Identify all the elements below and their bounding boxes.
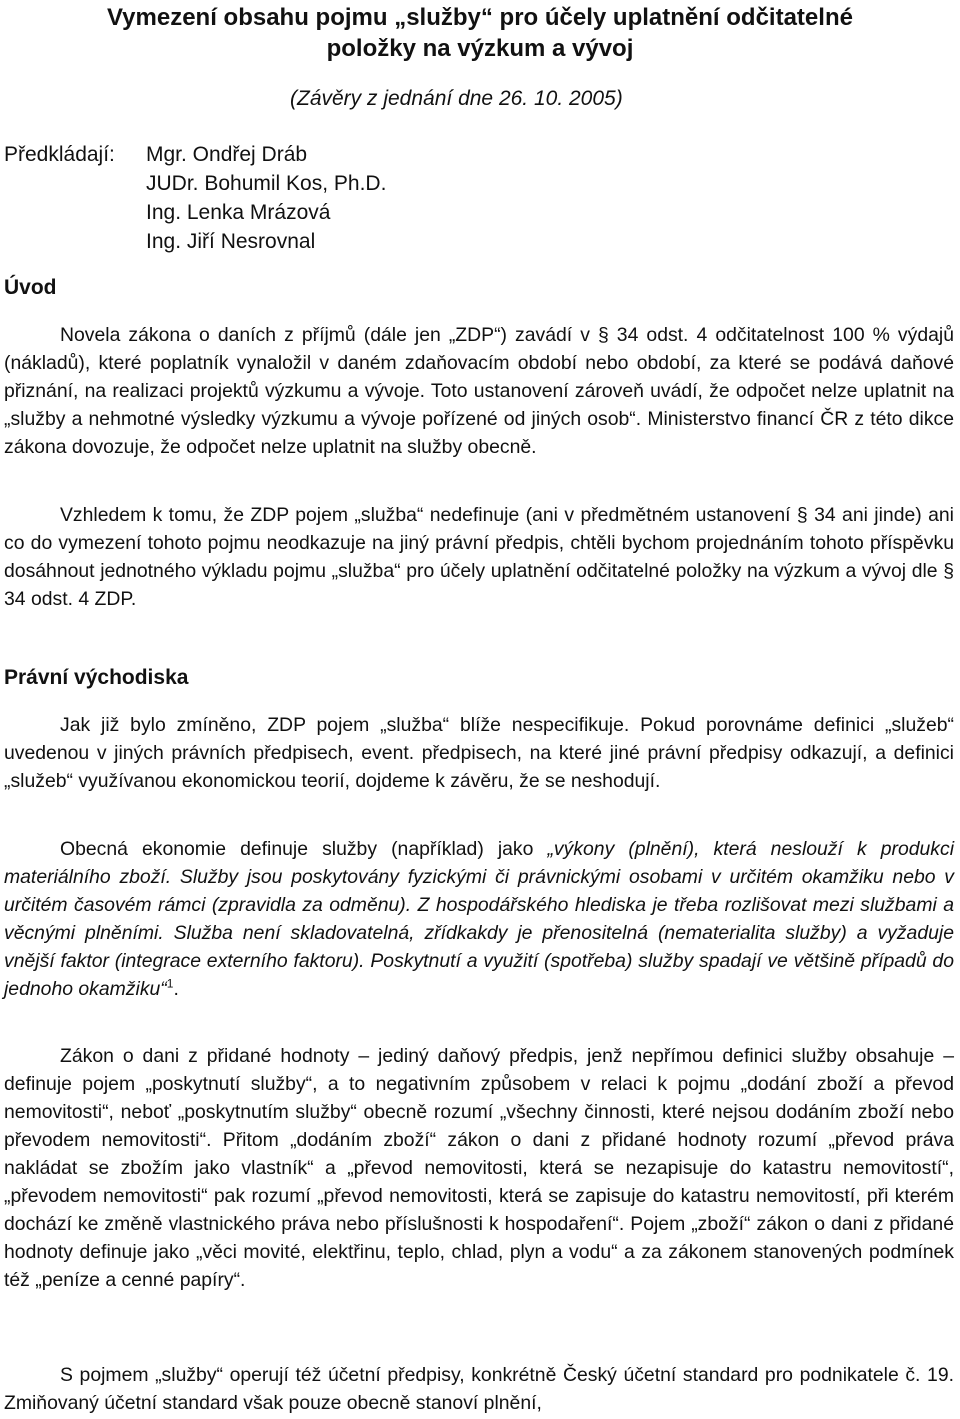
paragraph-4-end: .: [173, 978, 179, 1000]
submitters-label: Předkládají:: [4, 143, 115, 166]
paragraph-4-quote: „výkony (plnění), která neslouží k produkci materiálního zboží. Služby jsou poskytovány fyzickými či právnickými osobami v určitém okamžiku nebo v určitém časovém rámci (zpravidla za odměnu). Z hospodářského hlediska je třeba rozlišovat mezi službami a věcnými plněními. Služba není skladovatelná, zřídkakdy je přenositelná (nematerialita služby) a vyžaduje vnější faktor (integrace externího faktoru). Poskytnutí a využití (spotřeba) služby spadají ve většině případů do jednoho okamžiku“: [4, 838, 954, 1000]
paragraph-6: S pojmem „služby“ operují též účetní předpisy, konkrétně Český účetní standard pro podnikatele č. 19. Zmiňovaný účetní standard však pouze obecně stanoví plnění,: [4, 1364, 954, 1414]
submitter-name: Ing. Jiří Nesrovnal: [146, 230, 316, 253]
submitter-name: JUDr. Bohumil Kos, Ph.D.: [146, 172, 387, 195]
paragraph-3: Jak již bylo zmíněno, ZDP pojem „služba“ blíže nespecifikuje. Pokud porovnáme definici „služeb“ uvedenou v jiných právních předpisech, event. předpisech, na které jiné právní předpisy odkazují, a definici „služeb“ využívanou ekonomickou teorií, dojdeme k závěru, že se neshodují.: [4, 714, 954, 792]
document-subtitle: (Závěry z jednání dne 26. 10. 2005): [290, 87, 623, 110]
title-line-1: Vymezení obsahu pojmu „služby“ pro účely uplatnění odčitatelné: [107, 4, 853, 31]
document-title: [0, 2, 960, 64]
paragraph-2: Vzhledem k tomu, že ZDP pojem „služba“ nedefinuje (ani v předmětném ustanovení § 34 ani jinde) ani co do vymezení tohoto pojmu neodkazuje na jiný právní předpis, chtěli bychom projednáním tohoto příspěvku dosáhnout jednotného výkladu pojmu „služba“ pro účely uplatnění odčitatelné položky na výzkum a vývoj dle § 34 odst. 4 ZDP.: [4, 504, 954, 610]
paragraph-5: Zákon o dani z přidané hodnoty – jediný daňový předpis, jenž nepřímou definici služby obsahuje – definuje pojem „poskytnutí služby“, a to negativním způsobem v relaci k pojmu „dodání zboží a převod nemovitosti“, neboť „poskytnutím služby“ obecně rozumí „všechny činnosti, které nejsou dodáním zboží nebo převodem nemovitosti“. Přitom „dodáním zboží“ zákon o dani z přidané hodnoty rozumí „převod práva nakládat se zbožím jako vlastník“ a „převod nemovitosti, která se nezapisuje do katastru nemovitostí“, „převodem nemovitosti“ pak rozumí „převod nemovitosti, která se zapisuje do katastru nemovitostí, při kterém dochází ke změně vlastnického práva nebo příslušnosti k hospodaření“. Pojem „zboží“ zákon o dani z přidané hodnoty definuje jako „věci movité, elektřinu, teplo, chlad, plyn a vodu“ a za zákonem stanovených podmínek též „peníze a cenné papíry“.: [4, 1045, 954, 1291]
submitter-name: Ing. Lenka Mrázová: [146, 201, 331, 224]
footnote-marker: 1: [166, 976, 174, 991]
title-line-2: položky na výzkum a vývoj: [326, 35, 634, 62]
section-heading-legal: Právní východiska: [4, 666, 189, 689]
paragraph-4: [4, 835, 954, 1003]
section-heading-intro: Úvod: [4, 276, 57, 299]
submitters-names: [146, 140, 546, 256]
paragraph-1: Novela zákona o daních z příjmů (dále jen „ZDP“) zavádí v § 34 odst. 4 odčitatelnost 100 % výdajů (nákladů), které poplatník vynaložil v daném zdaňovacím období nebo období, za které se podává daňové přiznání, na realizaci projektů výzkumu a vývoje. Toto ustanovení zároveň uvádí, že odpočet nelze uplatnit na „služby a nehmotné výsledky výzkumu a vývoje pořízené od jiných osob“. Ministerstvo financí ČR z této dikce zákona dovozuje, že odpočet nelze uplatnit na služby obecně.: [4, 324, 954, 458]
submitter-name: Mgr. Ondřej Dráb: [146, 143, 308, 166]
paragraph-4-text: Obecná ekonomie definuje služby (například) jako: [60, 838, 548, 860]
